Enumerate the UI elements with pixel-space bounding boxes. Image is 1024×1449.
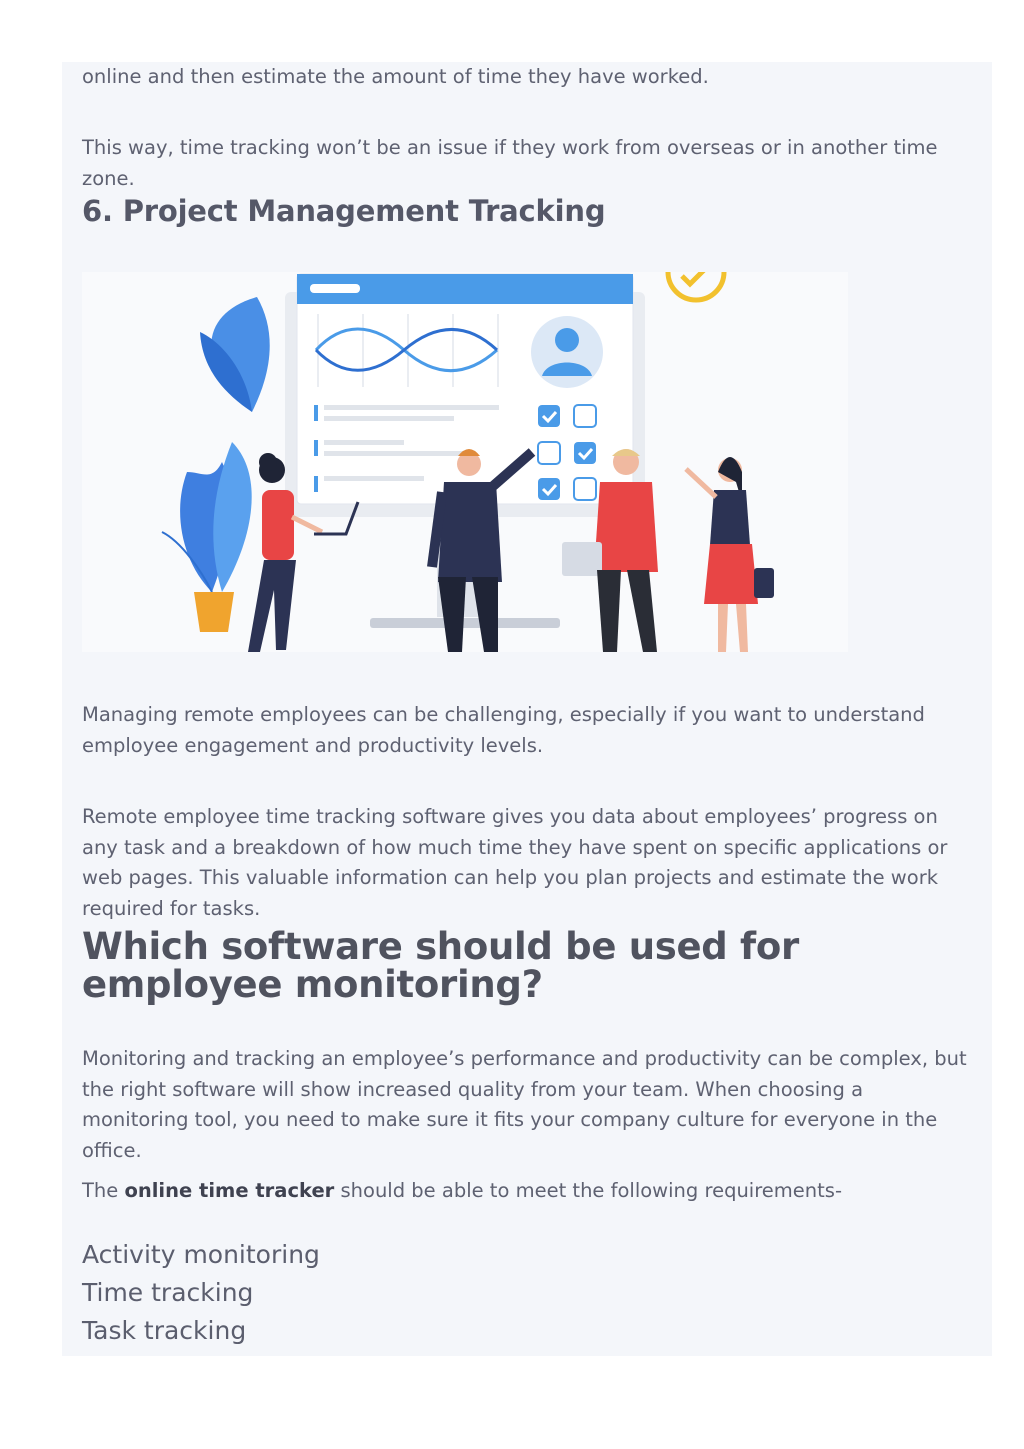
project-management-illustration [82,272,848,652]
online-time-tracker-link-text: online time tracker [124,1179,335,1202]
paragraph-monitoring-complex: Monitoring and tracking an employee’s performance and productivity can be complex, but the right software will show increased quality from your team. When choosing a monitoring tool, you need to make sure it fits your company culture for everyone in the office. [82,1047,967,1162]
section-heading-which-software: Which software should be used for employee monitoring? [82,925,799,1006]
requirement-item-activity-monitoring: Activity monitoring [82,1240,320,1269]
requirement-item-time-tracking: Time tracking [82,1278,254,1307]
paragraph-time-zone: This way, time tracking won’t be an issue if they work from overseas or in another time zone. [82,136,938,190]
section-heading-project-management: 6. Project Management Tracking [82,194,606,228]
paragraph-requirements-intro [82,1176,972,1207]
requirement-item-task-tracking: Task tracking [82,1316,247,1345]
paragraph-remote-tracking-software: Remote employee time tracking software gives you data about employees’ progress on any task and a breakdown of how much time they have spent on specific applications or web pages. This valuable information can help you plan projects and estimate the work required for tasks. [82,805,948,920]
requirements-intro-text-end: should be able to meet the following requirements- [334,1179,843,1202]
requirements-intro-text-start: The [82,1179,125,1202]
paragraph-managing-remote: Managing remote employees can be challenging, especially if you want to understand employee engagement and productivity levels. [82,703,925,757]
paragraph-intro-end: online and then estimate the amount of time they have worked. [82,65,709,88]
team-dashboard-illustration-icon [82,272,848,652]
article-card [62,62,992,1356]
